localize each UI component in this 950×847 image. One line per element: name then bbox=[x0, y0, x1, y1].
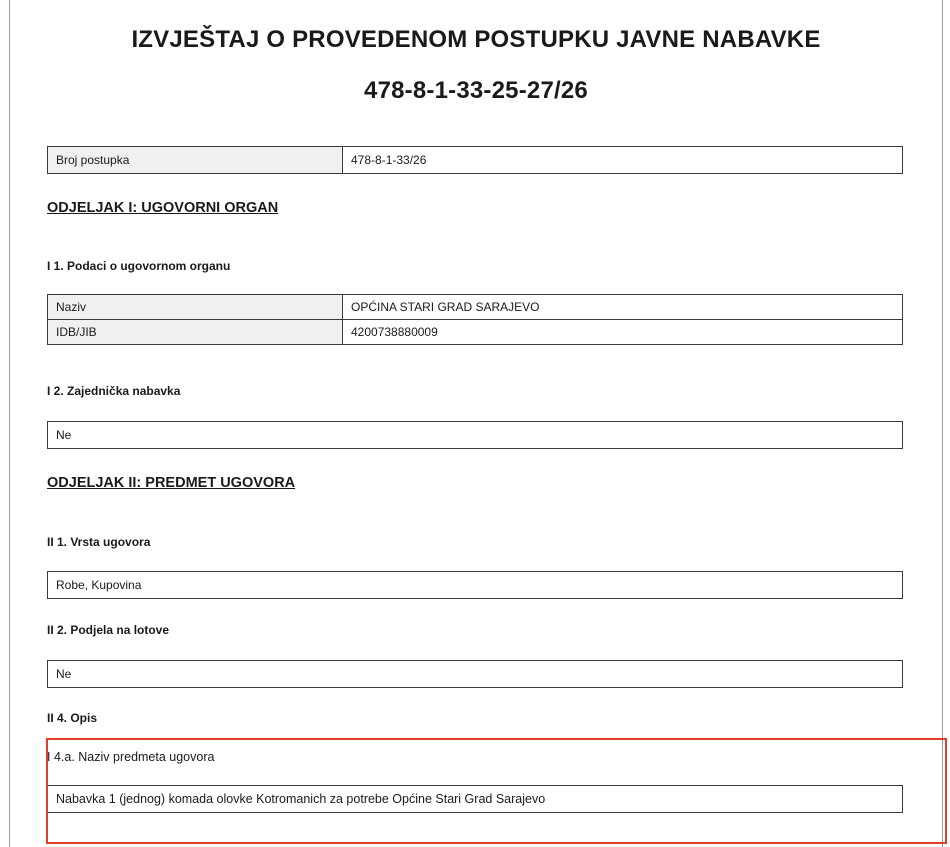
contracting-authority-table bbox=[47, 294, 903, 345]
table-row bbox=[48, 319, 902, 344]
contract-subject-value: Nabavka 1 (jednog) komada olovke Kotromanich za potrebe Općine Stari Grad Sarajevo bbox=[56, 792, 546, 806]
lots-box bbox=[47, 660, 903, 688]
authority-name-value: OPĆINA STARI GRAD SARAJEVO bbox=[351, 300, 540, 314]
section-2-4-heading: II 4. Opis bbox=[47, 711, 98, 725]
contract-subject-label: I 4.a. Naziv predmeta ugovora bbox=[47, 750, 215, 764]
contract-type-value: Robe, Kupovina bbox=[56, 578, 142, 592]
table-row bbox=[48, 295, 902, 319]
report-number: 478-8-1-33-25-27/26 bbox=[364, 77, 588, 104]
section-2-1-heading: II 1. Vrsta ugovora bbox=[47, 535, 151, 549]
section-1-heading: ODJELJAK I: UGOVORNI ORGAN bbox=[47, 200, 279, 216]
lots-value: Ne bbox=[56, 667, 72, 681]
authority-id-value: 4200738880009 bbox=[351, 325, 438, 339]
page-edge-right bbox=[942, 0, 943, 847]
section-2-2-heading: II 2. Podjela na lotove bbox=[47, 623, 170, 637]
procedure-number-label: Broj postupka bbox=[48, 147, 343, 173]
joint-procurement-value: Ne bbox=[56, 428, 72, 442]
authority-id-label: IDB/JIB bbox=[48, 320, 343, 344]
procedure-number-value: 478-8-1-33/26 bbox=[351, 153, 427, 167]
contract-subject-box bbox=[47, 785, 903, 813]
contract-type-box bbox=[47, 571, 903, 599]
page-edge-left bbox=[9, 0, 10, 847]
joint-procurement-box bbox=[47, 421, 903, 449]
authority-name-label: Naziv bbox=[48, 295, 343, 319]
procedure-number-table bbox=[47, 146, 903, 174]
section-2-heading: ODJELJAK II: PREDMET UGOVORA bbox=[47, 475, 296, 491]
report-title: IZVJEŠTAJ O PROVEDENOM POSTUPKU JAVNE NABAVKE bbox=[131, 26, 821, 53]
section-1-2-heading: I 2. Zajednička nabavka bbox=[47, 384, 181, 398]
section-1-1-heading: I 1. Podaci o ugovornom organu bbox=[47, 259, 231, 273]
table-row bbox=[48, 147, 902, 173]
